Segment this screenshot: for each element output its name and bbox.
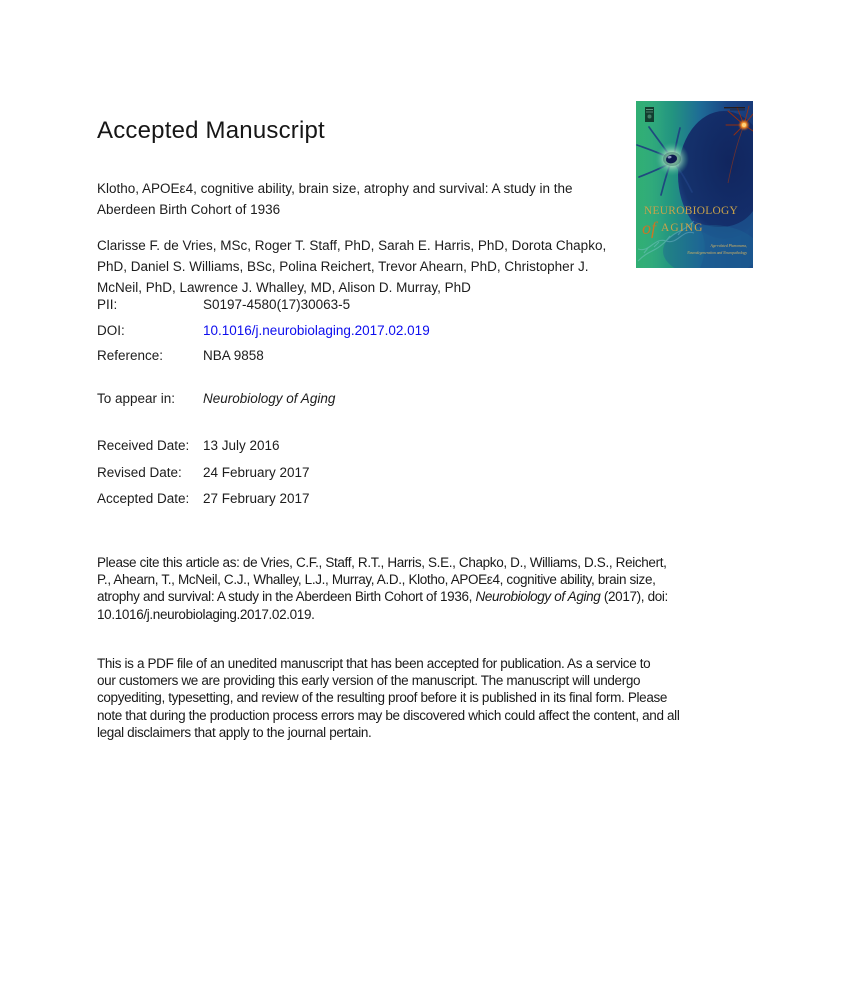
author-list: [97, 235, 657, 298]
revised-date-value: 24 February 2017: [203, 465, 310, 480]
citation-line1: Please cite this article as: de Vries, C.F., Staff, R.T., Harris, S.E., Chapko, D., Williams, D.S., Reichert,: [97, 555, 667, 570]
doi-label: DOI:: [97, 323, 125, 338]
cover-journal-title: NEUROBIOLOGY: [644, 205, 739, 217]
doi-link[interactable]: 10.1016/j.neurobiolaging.2017.02.019: [203, 323, 430, 338]
cover-journal-title-aging: AGING: [661, 222, 704, 234]
journal-name: Neurobiology of Aging: [203, 391, 336, 406]
pii-value: S0197-4580(17)30063-5: [203, 297, 351, 312]
accepted-date-value: 27 February 2017: [203, 491, 310, 506]
cover-subtitle-line1: Age-related Phenomena,: [710, 244, 747, 248]
citation-line3-before: atrophy and survival: A study in the Aberdeen Birth Cohort of 1936,: [97, 589, 476, 605]
accepted-date-label: Accepted Date:: [97, 491, 190, 506]
citation-paragraph: [97, 554, 777, 623]
article-title-line1: Klotho, APOEε4, cognitive ability, brain size, atrophy and survival: A study in the: [97, 181, 573, 196]
cover-subtitle-line2: Neurodegeneration and Neuropathology: [687, 251, 747, 255]
received-date-row: [97, 438, 280, 453]
accepted-date-row: [97, 491, 310, 506]
disclaimer-line4: note that during the production process errors may be discovered which could affect the content, and all: [97, 707, 680, 723]
revised-date-row: [97, 465, 310, 480]
received-date-label: Received Date:: [97, 438, 190, 453]
disclaimer-paragraph: [97, 655, 777, 741]
citation-line2: P., Ahearn, T., McNeil, C.J., Whalley, L.J., Murray, A.D., Klotho, APOEε4, cognitive ability, brain size,: [97, 572, 656, 588]
author-list-line1: Clarisse F. de Vries, MSc, Roger T. Staff, PhD, Sarah E. Harris, PhD, Dorota Chapko,: [97, 238, 607, 253]
to-appear-in-row: [97, 391, 335, 406]
pii-label: PII:: [97, 297, 118, 312]
reference-row: [97, 348, 264, 363]
citation-line3-after: (2017), doi:: [600, 589, 668, 605]
disclaimer-line3: copyediting, typesetting, and review of the resulting proof before it is published in its final form. Please: [97, 690, 668, 706]
author-list-line2: PhD, Daniel S. Williams, BSc, Polina Reichert, Trevor Ahearn, PhD, Christopher J.: [97, 259, 589, 274]
received-date-value: 13 July 2016: [203, 438, 280, 453]
reference-label: Reference:: [97, 348, 164, 363]
article-title-line2: Aberdeen Birth Cohort of 1936: [97, 202, 281, 217]
citation-journal-name: Neurobiology of Aging: [475, 589, 601, 605]
page-title: Accepted Manuscript: [97, 117, 325, 145]
citation-line4: 10.1016/j.neurobiolaging.2017.02.019.: [97, 606, 315, 622]
to-appear-label: To appear in:: [97, 391, 176, 406]
citation-line3: [97, 588, 777, 605]
disclaimer-line2: our customers we are providing this early version of the manuscript. The manuscript will undergo: [97, 673, 641, 689]
elsevier-emblem: [645, 107, 654, 122]
reference-value: NBA 9858: [203, 348, 264, 363]
cover-journal-title-of: of: [642, 218, 657, 238]
author-list-line3: McNeil, PhD, Lawrence J. Whalley, MD, Alison D. Murray, PhD: [97, 280, 471, 295]
article-title: [97, 178, 627, 220]
disclaimer-line5: legal disclaimers that apply to the journal pertain.: [97, 724, 372, 740]
doi-row: [97, 323, 430, 338]
pii-row: [97, 297, 350, 312]
revised-date-label: Revised Date:: [97, 465, 182, 480]
disclaimer-line1: This is a PDF file of an unedited manuscript that has been accepted for publication. As a service to: [97, 656, 651, 671]
